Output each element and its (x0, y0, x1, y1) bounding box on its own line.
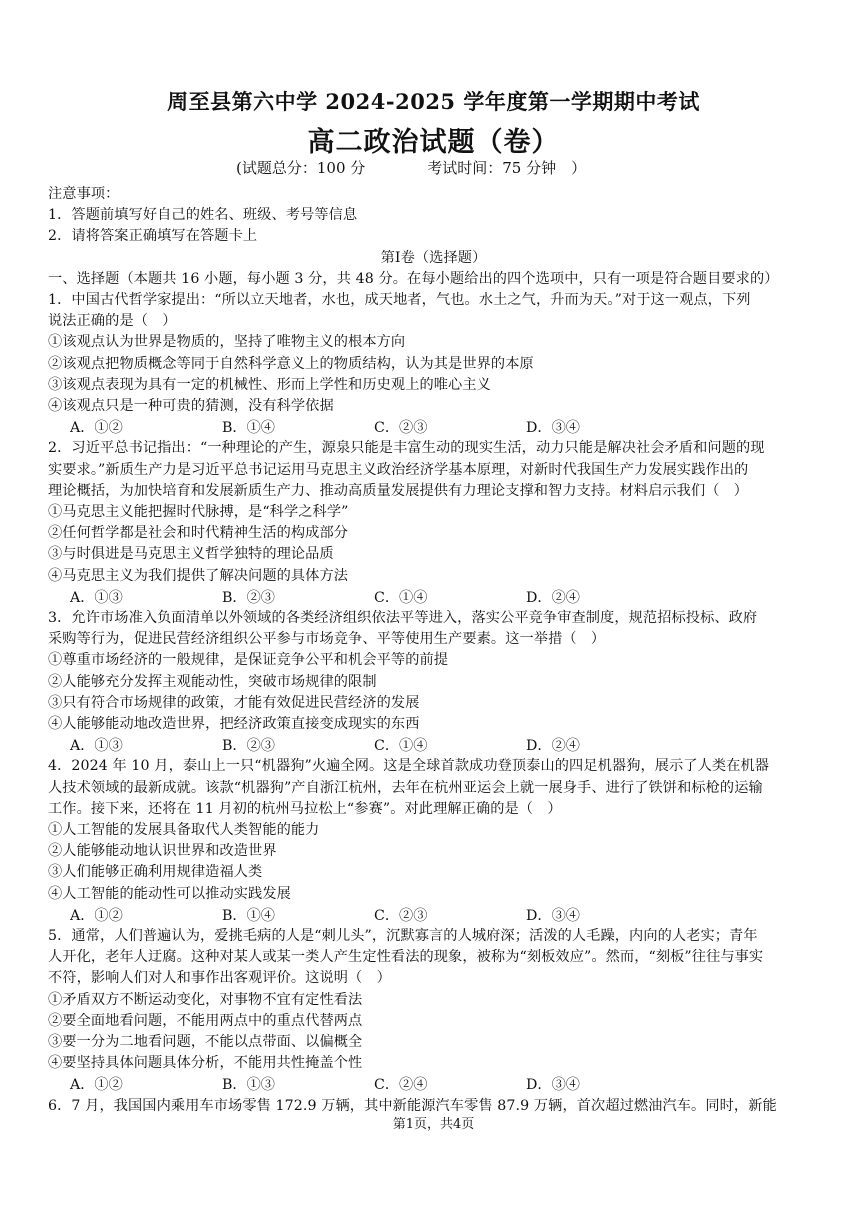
part-title: 第I卷（选择题） (380, 249, 487, 266)
exam-meta (236, 157, 586, 178)
statement-item: ④人工智能的能动性可以推动实践发展 (48, 885, 291, 902)
question-stem: 说法正确的是（ ） (48, 313, 177, 330)
statement-item: ①该观点认为世界是物质的，坚持了唯物主义的根本方向 (48, 334, 406, 351)
option-a: A．①③ (70, 589, 123, 606)
option-a: A．①② (70, 420, 123, 437)
option-d: D．③④ (526, 420, 580, 437)
notice-item: 2．请将答案正确填写在答题卡上 (48, 228, 258, 245)
statement-item: ④人能够能动地改造世界，把经济政策直接变成现实的东西 (48, 716, 420, 732)
option-c: C．②③ (374, 907, 428, 924)
section-instruction: 一、选择题（本题共 16 小题，每小题 3 分，共 48 分。在每小题给出的四个选项中，只有一项是符合题目要求的） (48, 270, 779, 287)
statement-item: ②任何哲学都是社会和时代精神生活的构成部分 (48, 525, 349, 542)
option-c: C．②④ (374, 1077, 428, 1094)
statement-item: ④马克思主义为我们提供了解决问题的具体方法 (48, 567, 349, 584)
option-a: A．①② (70, 907, 123, 924)
statement-item: ①人工智能的发展具备取代人类智能的能力 (48, 822, 320, 838)
statement-item: ③要一分为二地看问题，不能以点带面、以偏概全 (48, 1034, 363, 1050)
school-exam-title: 周至县第六中学 2024-2025 学年度第一学期期中考试 (167, 89, 700, 114)
option-b: B．②③ (222, 738, 275, 755)
statement-item: ④要坚持具体问题具体分析，不能用共性掩盖个性 (48, 1055, 363, 1072)
question-stem: 5．通常，人们普遍认为，爱挑毛病的人是“刺儿头”，沉默寡言的人城府深；活泼的人毛躁，内向的人老实；青年 (48, 928, 758, 944)
option-d: D．③④ (526, 907, 580, 924)
option-a: A．①② (70, 1077, 123, 1094)
question-stem: 3．允许市场准入负面清单以外领域的各类经济组织依法平等进入，落实公平竞争审查制度，规范招标投标、政府 (48, 610, 758, 626)
statement-item: ②该观点把物质概念等同于自然科学意义上的物质结构，认为其是世界的本原 (48, 355, 534, 372)
notice-heading: 注意事项： (48, 186, 120, 202)
option-d: D．②④ (526, 738, 580, 755)
option-b: B．①④ (222, 420, 275, 437)
statement-item: ③人们能够正确利用规律造福人类 (48, 864, 263, 881)
question-stem: 1．中国古代哲学家提出：“所以立天地者，水也，成天地者，气也。水土之气，升而为天。”对于这一观点，下列 (48, 292, 751, 308)
option-d: D．③④ (526, 1077, 580, 1094)
answer-options (70, 587, 580, 607)
question-stem: 理论概括，为加快培育和发展新质生产力、推动高质量发展提供有力理论支撑和智力支持。材料启示我们（ ） (48, 482, 749, 499)
statement-item: ①尊重市场经济的一般规律，是保证竞争公平和机会平等的前提 (48, 652, 449, 669)
answer-options (70, 905, 580, 925)
question-stem: 不符，影响人们对人和事作出客观评价。这说明（ ） (48, 970, 391, 987)
question-stem: 6．7 月，我国国内乘用车市场零售 172.9 万辆，其中新能源汽车零售 87.9 万辆，首次超过燃油汽车。同时，新能 (48, 1097, 777, 1114)
question-stem: 实要求。”新质生产力是习近平总书记运用马克思主义政治经济学基本原理，对新时代我国生产力发展实践作出的 (48, 461, 749, 478)
option-b: B．①④ (222, 907, 275, 924)
page-footer: 第1页，共4页 (392, 1117, 475, 1132)
statement-item: ②人能够充分发挥主观能动性，突破市场规律的限制 (48, 673, 377, 690)
question-stem: 2．习近平总书记指出：“一种理论的产生，源泉只能是丰富生动的现实生活，动力只能是解决社会矛盾和问题的现 (48, 440, 765, 457)
option-d: D．②④ (526, 589, 580, 606)
exam-time: 考试时间：75 分钟 ） (427, 159, 587, 177)
option-c: C．②③ (374, 420, 428, 437)
question-stem: 工作。接下来，还将在 11 月初的杭州马拉松上“参赛”。对此理解正确的是（ ） (48, 800, 562, 817)
answer-options (70, 735, 580, 755)
statement-item: ①马克思主义能把握时代脉搏，是“科学之科学” (48, 504, 349, 520)
statement-item: ③该观点表现为具有一定的机械性、形而上学性和历史观上的唯心主义 (48, 376, 491, 393)
statement-item: ④该观点只是一种可贵的猜测，没有科学依据 (48, 398, 334, 414)
statement-item: ③只有符合市场规律的政策，才能有效促进民营经济的发展 (48, 694, 420, 711)
option-b: B．②③ (222, 589, 275, 606)
question-stem: 采购等行为，促进民营经济组织公平参与市场竞争、平等使用生产要素。这一举措（ ） (48, 631, 606, 648)
statement-item: ③与时俱进是马克思主义哲学独特的理论品质 (48, 546, 334, 563)
option-c: C．①④ (374, 589, 428, 606)
question-stem: 人开化，老年人迂腐。这种对某人或某一类人产生定性看法的现象，被称为“刻板效应”。然而，“刻板”往往与事实 (48, 949, 764, 966)
total-score: (试题总分：100 分 (236, 159, 366, 177)
answer-options (70, 417, 580, 437)
question-stem: 4．2024 年 10 月，泰山上一只“机器狗”火遍全网。这是全球首款成功登顶泰山的四足机器狗，展示了人类在机器 (48, 758, 770, 775)
notice-item: 1．答题前填写好自己的姓名、班级、考号等信息 (48, 207, 358, 224)
question-stem: 人技术领域的最新成就。该款“机器狗”产自浙江杭州，去年在杭州亚运会上就一展身手、进行了铁饼和标枪的运输 (48, 779, 763, 796)
answer-options (70, 1074, 580, 1094)
statement-item: ②人能够能动地认识世界和改造世界 (48, 843, 277, 860)
paper-title: 高二政治试题（卷） (307, 127, 560, 158)
option-c: C．①④ (374, 738, 428, 755)
option-b: B．①③ (222, 1077, 275, 1094)
statement-item: ②要全面地看问题，不能用两点中的重点代替两点 (48, 1012, 363, 1029)
statement-item: ①矛盾双方不断运动变化，对事物不宜有定性看法 (48, 991, 363, 1008)
option-a: A．①③ (70, 738, 123, 755)
